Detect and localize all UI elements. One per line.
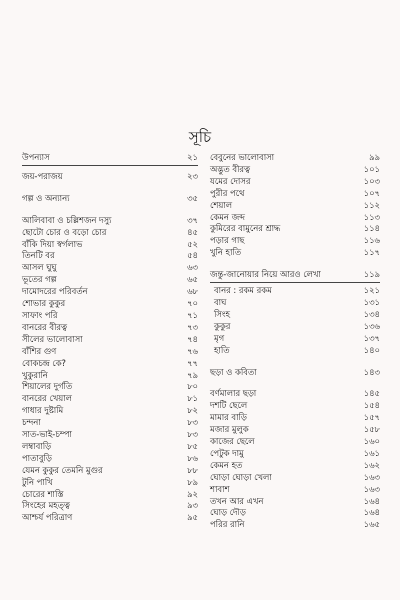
toc-entry — [210, 472, 380, 484]
toc-entry — [22, 489, 198, 501]
toc-entry-page: ৭১ — [187, 309, 198, 320]
toc-entry — [22, 298, 198, 310]
toc-entry-title: মামার বাড়ি — [210, 412, 247, 423]
toc-entry-title: পুরীর পথে — [210, 187, 245, 198]
toc-entry — [22, 250, 198, 262]
toc-entry-title: সিংহের মহত্ত্ব — [22, 500, 70, 511]
toc-entry-title: মজার মুলুক — [210, 424, 249, 435]
toc-entry-title: আশ্চর্য পরিত্রাণ — [22, 512, 73, 523]
toc-entry-page: ১১২ — [363, 199, 380, 210]
toc-entry — [210, 496, 380, 508]
toc-entry-title: দশটি ছেলে — [210, 400, 248, 411]
toc-entry-title: ছড়া ও কবিতা — [210, 366, 257, 377]
toc-entry-title: শাবাশ — [210, 483, 230, 494]
toc-entry — [22, 429, 198, 441]
toc-entry — [210, 388, 380, 400]
toc-entry-title: অদ্ভুত বীরত্ব — [210, 163, 250, 174]
toc-entry-page: ১০৩ — [363, 175, 380, 186]
toc-entry-title: পড়ার গাছ — [210, 235, 245, 246]
toc-entry-page: ৭৩ — [187, 321, 198, 332]
toc-entry — [22, 512, 198, 524]
toc-entry-page: ৮৩ — [187, 429, 198, 440]
page-title: সূচি — [188, 128, 212, 146]
toc-entry-page: ১১৭ — [363, 247, 380, 258]
toc-entry-title: লম্বাবাড়ি — [22, 440, 52, 451]
toc-left-column — [22, 152, 198, 524]
toc-entry — [210, 507, 380, 519]
toc-entry-title: মৃগ — [214, 332, 225, 343]
toc-entry — [22, 227, 198, 239]
toc-entry — [22, 274, 198, 286]
toc-entry — [22, 215, 198, 227]
toc-entry-title: শোভার কুকুর — [22, 298, 66, 309]
toc-entry-title: কেমন হত — [210, 459, 243, 470]
toc-entry-page: ১১৪ — [363, 223, 380, 234]
toc-entry-title: বোকচন্দ্র কে? — [22, 357, 67, 368]
toc-entry-page: ১৫৮ — [363, 424, 380, 435]
toc-entry-title: সিংহ — [214, 308, 230, 319]
toc-entry-page: ১৪৩ — [363, 366, 380, 377]
toc-entry-title: খুনি হাতি — [210, 247, 242, 258]
toc-entry-title: জয়-পরাজয় — [22, 170, 63, 181]
toc-entry — [210, 152, 380, 164]
toc-entry-title: ঘোড় দৌড় — [210, 507, 246, 518]
toc-entry-title: যমের দোসর — [210, 175, 251, 186]
toc-entry-title: আসল ঘুঘু — [22, 262, 57, 273]
toc-entry-page: ৬৫ — [187, 274, 198, 285]
toc-entry — [210, 460, 380, 472]
toc-entry-title: সাফাং পরি — [22, 309, 58, 320]
toc-entry-page: ৩৫ — [187, 192, 198, 203]
toc-entry — [22, 171, 198, 183]
toc-entry-title: শিয়ালের দুর্গতি — [22, 381, 73, 392]
toc-entry-title: ভূতের গল্প — [22, 274, 57, 285]
toc-entry-title: দামোদরের পরিবর্তন — [22, 286, 88, 297]
toc-entry — [210, 164, 380, 176]
toc-entry-page: ১৬২ — [363, 459, 380, 470]
toc-entry-title: শেয়াল — [210, 199, 232, 210]
toc-entry-page: ১৩১ — [363, 296, 380, 307]
toc-entry-page: ১০৭ — [363, 187, 380, 198]
toc-entry-page: ১৬৫ — [363, 519, 380, 530]
toc-entry-title: সাত-ভাই-চম্পা — [22, 429, 72, 440]
toc-entry-page: ৭৭ — [187, 357, 198, 368]
toc-entry-page: ৮৫ — [187, 440, 198, 451]
toc-entry-page: ২১ — [187, 152, 198, 162]
toc-entry-title: পাতাবুড়ি — [22, 452, 52, 463]
toc-entry-title: তিনটি বর — [22, 250, 55, 261]
toc-entry — [22, 477, 198, 489]
toc-entry-page: ১৩৭ — [363, 332, 380, 343]
toc-entry-title: পরির রানি — [210, 519, 245, 530]
toc-entry — [210, 436, 380, 448]
toc-entry-page: ৩৭ — [187, 214, 198, 225]
toc-entry — [210, 424, 380, 436]
toc-entry-title: যেমন কুকুর তেমনি মুগুর — [22, 464, 103, 475]
toc-entry-page: ৪৫ — [187, 226, 198, 237]
toc-entry-title: বেবুনের ভালোবাসা — [210, 152, 275, 162]
toc-entry-title: কুকুর — [214, 320, 231, 331]
toc-entry-page: ১৬০ — [363, 436, 380, 447]
toc-entry-page: ১৪৫ — [363, 388, 380, 399]
toc-entry-page: ৮৬ — [187, 452, 198, 463]
toc-entry-page: ৮২ — [187, 405, 198, 416]
toc-entry — [22, 405, 198, 417]
toc-entry-title: বানরের খেয়াল — [22, 393, 72, 404]
toc-entry-title: সীলের ভালোবাসা — [22, 333, 83, 344]
toc-entry-page: ৮০ — [187, 381, 198, 392]
toc-entry-title: হাতি — [214, 344, 230, 355]
toc-entry-title: ঘোড়া ঘোড়া খেলা — [210, 471, 272, 482]
toc-entry-page: ৮১ — [187, 393, 198, 404]
toc-entry-page: ৮৩ — [187, 417, 198, 428]
toc-entry — [22, 239, 198, 251]
toc-entry-title: তখন আর এখন — [210, 495, 264, 506]
toc-entry-page: ১৪০ — [363, 344, 380, 355]
toc-entry — [22, 334, 198, 346]
toc-entry-page: ২৩ — [187, 170, 198, 181]
toc-entry — [22, 322, 198, 334]
toc-entry — [210, 484, 380, 496]
toc-entry-title: টুনি পাখি — [22, 476, 53, 487]
toc-entry-title: কুমিরের বামুনের শ্রাদ্ধ — [210, 223, 281, 234]
toc-entry-title: পেটুক দামু — [210, 447, 244, 458]
toc-entry — [210, 297, 380, 309]
toc-entry-page: ১৬৩ — [363, 471, 380, 482]
toc-entry — [22, 152, 198, 166]
toc-entry-page: ১১৬ — [363, 235, 380, 246]
toc-entry — [22, 286, 198, 298]
toc-entry — [210, 176, 380, 188]
toc-entry — [210, 333, 380, 345]
toc-entry — [210, 212, 380, 224]
toc-entry — [210, 367, 380, 379]
toc-entry-page: ৮৮ — [187, 464, 198, 475]
toc-entry-page: ১৬৪ — [363, 495, 380, 506]
toc-entry-title: বাঘ — [214, 296, 227, 307]
toc-entry — [22, 358, 198, 370]
toc-entry-title: গাধার দুষ্টামি — [22, 405, 64, 416]
toc-entry-title: বানর : রকম রকম — [214, 285, 272, 296]
toc-entry — [22, 346, 198, 358]
toc-entry-page: ১৫৪ — [363, 400, 380, 411]
toc-entry — [210, 345, 380, 357]
toc-entry-title: বানরের বীরত্ব — [22, 321, 67, 332]
toc-entry — [210, 269, 380, 283]
toc-entry-page: ১৬১ — [363, 447, 380, 458]
toc-entry-page: ৯৫ — [187, 512, 198, 523]
toc-entry — [22, 381, 198, 393]
toc-entry — [210, 309, 380, 321]
toc-entry-page: ৭৯ — [187, 369, 198, 380]
toc-entry-page: ৬৮ — [187, 286, 198, 297]
toc-entry — [22, 193, 198, 205]
toc-entry — [22, 262, 198, 274]
toc-entry-title: কেমন জব্দ — [210, 211, 245, 222]
toc-entry — [210, 188, 380, 200]
toc-entry-page: ৮৯ — [187, 476, 198, 487]
toc-entry-page: ৫৪ — [187, 250, 198, 261]
toc-entry-page: ৭০ — [187, 298, 198, 309]
toc-entry-page: ১২১ — [363, 285, 380, 296]
toc-entry-page: ১১৯ — [363, 269, 380, 280]
toc-entry-page: ১৬৪ — [363, 507, 380, 518]
toc-entry — [22, 465, 198, 477]
toc-entry-page: ১১৩ — [363, 211, 380, 222]
toc-entry-page: ১৬৩ — [363, 483, 380, 494]
toc-entry — [22, 310, 198, 322]
toc-entry-title: চন্দনা — [22, 417, 41, 428]
toc-entry — [210, 235, 380, 247]
toc-entry-title: কাজের ছেলে — [210, 436, 255, 447]
toc-entry — [22, 417, 198, 429]
toc-entry-title: বর্ণমালার ছড়া — [210, 388, 257, 399]
toc-entry-title: গল্প ও অন্যান্য — [22, 192, 70, 203]
toc-entry-page: ৭৪ — [187, 333, 198, 344]
toc-entry — [22, 453, 198, 465]
toc-entry-title: চোরের শাস্তি — [22, 488, 64, 499]
toc-entry-page: ৫২ — [187, 238, 198, 249]
toc-entry-page: ১০১ — [363, 163, 380, 174]
toc-entry — [22, 393, 198, 405]
toc-entry — [210, 223, 380, 235]
toc-entry — [22, 370, 198, 382]
toc-entry-title: বাঁশির গুণ — [22, 345, 57, 356]
toc-entry — [210, 400, 380, 412]
toc-entry-title: বাঁকি দিয়া স্বর্গলাভ — [22, 238, 83, 249]
toc-entry — [210, 519, 380, 531]
toc-entry-page: ৭৬ — [187, 345, 198, 356]
toc-entry-page: ১৫৭ — [363, 412, 380, 423]
toc-entry-page: ৯২ — [187, 488, 198, 499]
toc-entry-page: ১৩৬ — [363, 320, 380, 331]
toc-entry — [210, 247, 380, 259]
toc-entry-page: ৯৯ — [369, 152, 380, 162]
toc-entry-page: ৯৩ — [187, 500, 198, 511]
toc-entry — [22, 500, 198, 512]
toc-entry — [210, 448, 380, 460]
toc-entry-title: ছোটো চোর ও বড়ো চোর — [22, 226, 107, 237]
toc-entry — [210, 412, 380, 424]
toc-entry — [210, 200, 380, 212]
toc-entry-title: খুকুরানি — [22, 369, 48, 380]
toc-entry-title: আলিবাবা ও চল্লিশজন দস্যু — [22, 214, 112, 225]
toc-entry-title: জন্তু-জানোয়ার নিয়ে আরও লেখা — [210, 269, 321, 280]
toc-right-column — [210, 152, 380, 531]
toc-entry-page: ৬৩ — [187, 262, 198, 273]
toc-entry-title: উপন্যাস — [22, 152, 50, 162]
toc-entry — [22, 441, 198, 453]
toc-entry — [210, 321, 380, 333]
toc-entry — [210, 285, 380, 297]
toc-entry-page: ১৩৪ — [363, 308, 380, 319]
